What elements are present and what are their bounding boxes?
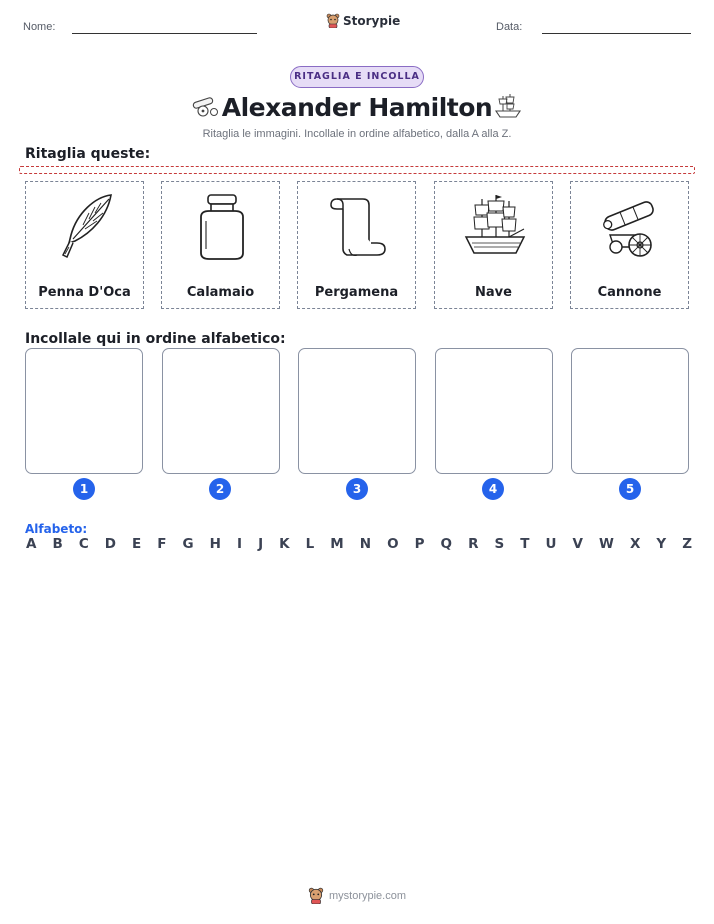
position-number: 5 bbox=[619, 478, 641, 500]
alphabet-letter: O bbox=[387, 536, 399, 552]
alphabet-letter: E bbox=[132, 536, 142, 552]
cut-card-inkwell[interactable] bbox=[161, 181, 280, 309]
alphabet-letter: U bbox=[545, 536, 557, 552]
cut-card-ship[interactable] bbox=[434, 181, 553, 309]
cut-card-cannon[interactable] bbox=[570, 181, 689, 309]
alphabet-letter: J bbox=[258, 536, 264, 552]
paste-box-2[interactable] bbox=[162, 348, 280, 474]
date-label: Data: bbox=[496, 21, 523, 33]
bear-mascot-icon bbox=[308, 887, 324, 904]
alphabet-heading: Alfabeto: bbox=[25, 522, 88, 536]
paste-box-1[interactable] bbox=[25, 348, 143, 474]
alphabet-letter: D bbox=[104, 536, 116, 552]
bear-mascot-icon bbox=[326, 13, 340, 28]
alphabet-letter: V bbox=[572, 536, 583, 552]
cut-line bbox=[19, 166, 695, 174]
paste-box-4[interactable] bbox=[435, 348, 553, 474]
alphabet-letter: N bbox=[359, 536, 372, 552]
cut-card-scroll[interactable] bbox=[297, 181, 416, 309]
name-label: Nome: bbox=[23, 21, 56, 33]
brand-name: Storypie bbox=[343, 13, 401, 28]
cut-card-quill[interactable] bbox=[25, 181, 144, 309]
alphabet-letter: Y bbox=[656, 536, 667, 552]
alphabet-letter: Z bbox=[682, 536, 692, 552]
name-line bbox=[72, 33, 257, 34]
alphabet-letter: B bbox=[52, 536, 63, 552]
page-title: Alexander Hamilton bbox=[221, 93, 493, 122]
alphabet-letter: R bbox=[468, 536, 479, 552]
alphabet-letter: G bbox=[182, 536, 194, 552]
sailing-ship-icon bbox=[493, 92, 523, 120]
alphabet-letter: A bbox=[26, 536, 37, 552]
sailing-ship-icon bbox=[464, 191, 526, 265]
quill-pen-icon bbox=[55, 191, 117, 265]
card-label: Penna D'Oca bbox=[38, 285, 131, 300]
position-number: 2 bbox=[209, 478, 231, 500]
alphabet-letter: C bbox=[78, 536, 89, 552]
alphabet-letter: P bbox=[414, 536, 425, 552]
card-label: Calamaio bbox=[186, 285, 255, 300]
card-label: Pergamena bbox=[314, 285, 399, 300]
paste-box-5[interactable] bbox=[571, 348, 689, 474]
alphabet-letter: H bbox=[209, 536, 221, 552]
cut-heading: Ritaglia queste: bbox=[25, 146, 151, 162]
alphabet-letter: Q bbox=[440, 536, 453, 552]
inkwell-icon bbox=[191, 191, 253, 265]
alphabet-row bbox=[26, 536, 692, 552]
cannon-icon bbox=[600, 191, 662, 265]
footer-url[interactable]: mystorypie.com bbox=[328, 889, 407, 902]
alphabet-letter: I bbox=[237, 536, 243, 552]
paste-box-3[interactable] bbox=[298, 348, 416, 474]
position-number: 1 bbox=[73, 478, 95, 500]
alphabet-letter: T bbox=[520, 536, 530, 552]
alphabet-letter: L bbox=[305, 536, 315, 552]
alphabet-letter: X bbox=[629, 536, 641, 552]
brand-logo bbox=[326, 13, 400, 28]
activity-badge: RITAGLIA E INCOLLA bbox=[290, 66, 424, 88]
position-number: 3 bbox=[346, 478, 368, 500]
paste-heading: Incollale qui in ordine alfabetico: bbox=[25, 331, 286, 347]
scroll-icon bbox=[327, 191, 389, 265]
alphabet-letter: M bbox=[330, 536, 344, 552]
footer bbox=[0, 887, 714, 904]
alphabet-letter: W bbox=[599, 536, 614, 552]
date-line bbox=[542, 33, 691, 34]
card-label: Cannone bbox=[597, 285, 662, 300]
position-number: 4 bbox=[482, 478, 504, 500]
instructions: Ritaglia le immagini. Incollale in ordine alfabetico, dalla A alla Z. bbox=[202, 128, 512, 140]
card-label: Nave bbox=[475, 285, 512, 300]
alphabet-letter: F bbox=[157, 536, 167, 552]
alphabet-letter: K bbox=[279, 536, 290, 552]
alphabet-letter: S bbox=[494, 536, 505, 552]
